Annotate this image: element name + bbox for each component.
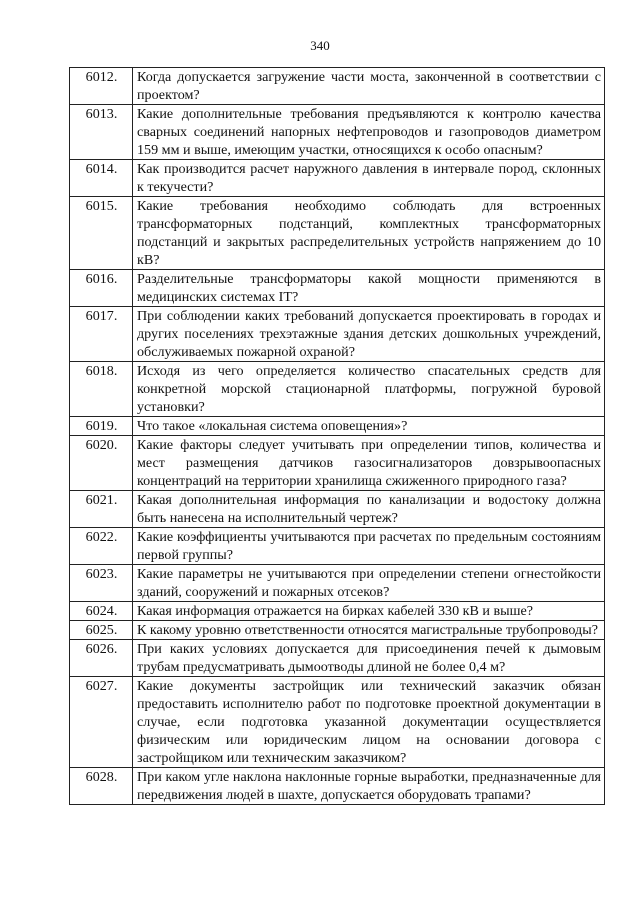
question-number: 6017. xyxy=(70,307,133,362)
question-number: 6028. xyxy=(70,768,133,805)
question-row xyxy=(70,105,605,160)
question-text: При каких условиях допускается для присоединения печей к дымовым трубам предусматривать дымоотводы длиной не более 0,4 м? xyxy=(133,640,605,677)
question-text: Какие требования необходимо соблюдать для встроенных трансформаторных подстанций, комплектных трансформаторных подстанций и закрытых распределительных устройств напряжением до 10 кВ? xyxy=(133,197,605,270)
page-number: 340 xyxy=(310,38,330,53)
question-row xyxy=(70,640,605,677)
question-text: Что такое «локальная система оповещения»? xyxy=(133,417,605,436)
question-text: При каком угле наклона наклонные горные выработки, предназначенные для передвижения людей в шахте, допускается оборудовать трапами? xyxy=(133,768,605,805)
question-row xyxy=(70,768,605,805)
question-row xyxy=(70,528,605,565)
question-text: Когда допускается загружение части моста, законченной в соответствии с проектом? xyxy=(133,68,605,105)
question-number: 6025. xyxy=(70,621,133,640)
question-number: 6027. xyxy=(70,677,133,768)
question-row xyxy=(70,197,605,270)
question-number: 6015. xyxy=(70,197,133,270)
question-row xyxy=(70,491,605,528)
question-number: 6026. xyxy=(70,640,133,677)
question-number: 6024. xyxy=(70,602,133,621)
question-number: 6014. xyxy=(70,160,133,197)
question-row xyxy=(70,160,605,197)
question-text: Разделительные трансформаторы какой мощности применяются в медицинских системах IT? xyxy=(133,270,605,307)
question-text: Какие дополнительные требования предъявляются к контролю качества сварных соединений напорных нефтепроводов и газопроводов диаметром 159 мм и выше, имеющим участки, относящихся к особо опасным? xyxy=(133,105,605,160)
question-row xyxy=(70,677,605,768)
question-text: Какие факторы следует учитывать при определении типов, количества и мест размещения датчиков газосигнализаторов довзрывоопасных концентраций на территории хранилища сжиженного природного газа? xyxy=(133,436,605,491)
question-row xyxy=(70,602,605,621)
question-text: Какая дополнительная информация по канализации и водостоку должна быть нанесена на исполнительный чертеж? xyxy=(133,491,605,528)
question-text: Какие параметры не учитываются при определении степени огнестойкости зданий, сооружений и пожарных отсеков? xyxy=(133,565,605,602)
question-row xyxy=(70,621,605,640)
question-number: 6019. xyxy=(70,417,133,436)
question-number: 6023. xyxy=(70,565,133,602)
question-number: 6013. xyxy=(70,105,133,160)
questions-table xyxy=(69,67,605,805)
question-row xyxy=(70,417,605,436)
question-number: 6012. xyxy=(70,68,133,105)
question-row xyxy=(70,270,605,307)
question-text: Какие коэффициенты учитываются при расчетах по предельным состояниям первой группы? xyxy=(133,528,605,565)
question-row xyxy=(70,565,605,602)
questions-table-body xyxy=(70,68,605,805)
question-text: К какому уровню ответственности относятся магистральные трубопроводы? xyxy=(133,621,605,640)
question-number: 6022. xyxy=(70,528,133,565)
question-text: Как производится расчет наружного давления в интервале пород, склонных к текучести? xyxy=(133,160,605,197)
question-row xyxy=(70,68,605,105)
question-number: 6016. xyxy=(70,270,133,307)
question-row xyxy=(70,436,605,491)
question-text: Какая информация отражается на бирках кабелей 330 кВ и выше? xyxy=(133,602,605,621)
question-text: Какие документы застройщик или технический заказчик обязан предоставить исполнителю работ по подготовке проектной документации в случае, если подготовка указанной документации осуществляется физическим или юридическим лицом на основании договора с застройщиком или техническим заказчиком? xyxy=(133,677,605,768)
question-row xyxy=(70,362,605,417)
question-number: 6020. xyxy=(70,436,133,491)
question-text: Исходя из чего определяется количество спасательных средств для конкретной морской стационарной платформы, погружной буровой установки? xyxy=(133,362,605,417)
question-text: При соблюдении каких требований допускается проектировать в городах и других поселениях трехэтажные здания детских дошкольных учреждений, обслуживаемых пожарной охраной? xyxy=(133,307,605,362)
question-row xyxy=(70,307,605,362)
question-number: 6018. xyxy=(70,362,133,417)
question-number: 6021. xyxy=(70,491,133,528)
